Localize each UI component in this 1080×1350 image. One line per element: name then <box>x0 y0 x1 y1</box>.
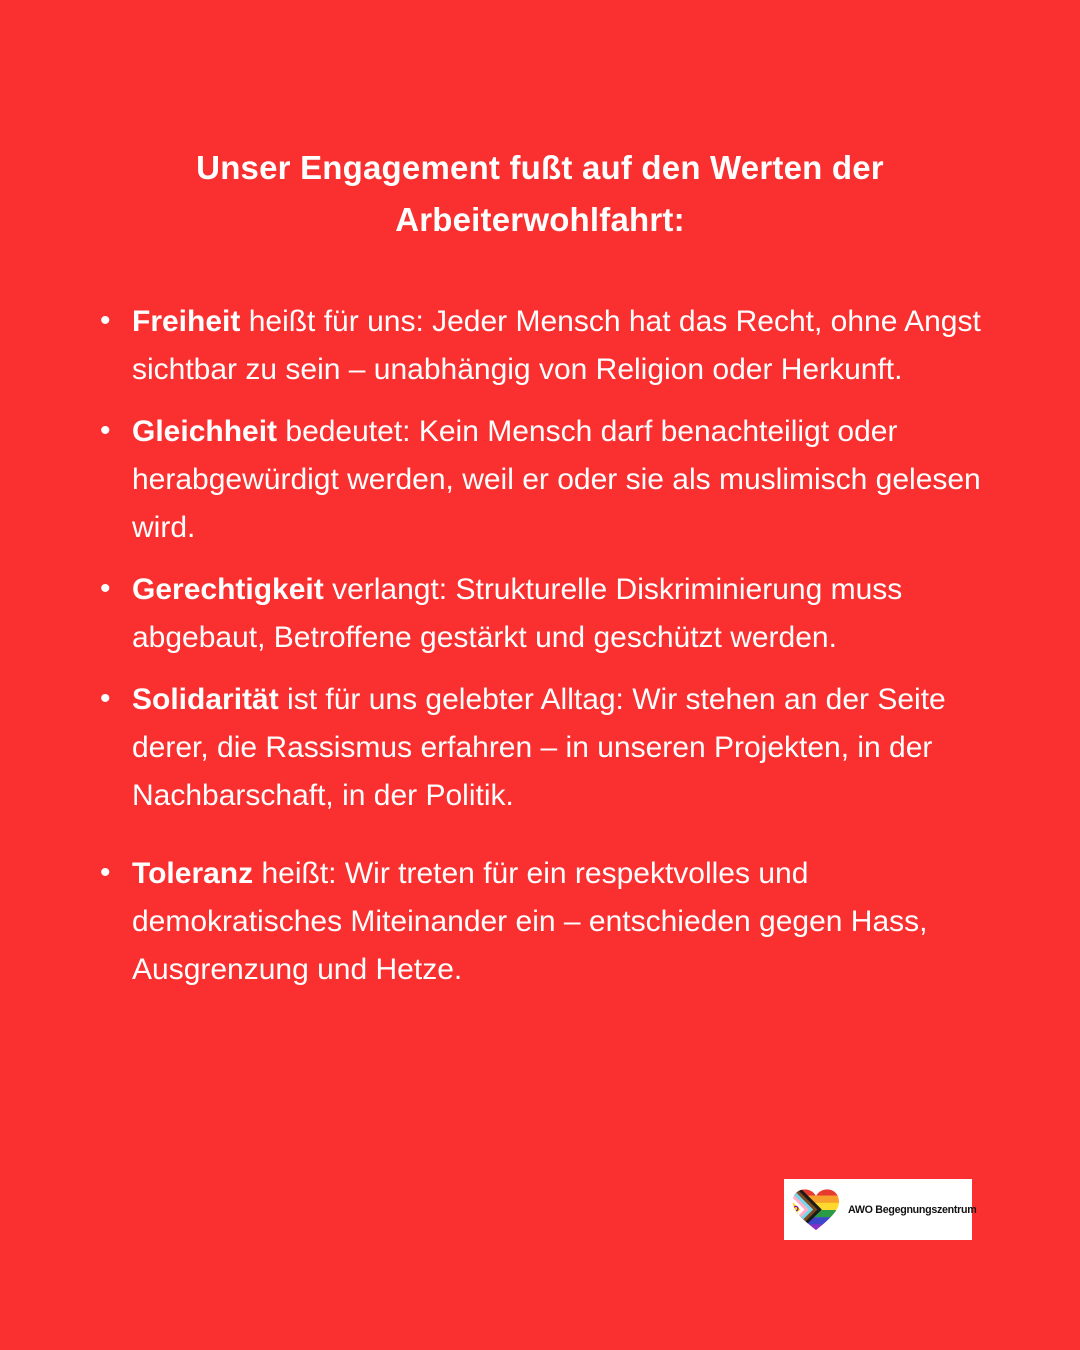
list-item-toleranz <box>100 850 992 994</box>
value-text: heißt: Wir treten für ein respektvolles und demokratisches Miteinander ein – entschieden gegen Hass, Ausgrenzung und Hetze. <box>132 857 928 986</box>
list-item-solidaritaet <box>100 676 992 820</box>
bullet-icon: • <box>100 572 111 605</box>
progress-pride-heart-icon <box>792 1188 840 1232</box>
list-item-gleichheit <box>100 408 992 552</box>
list-item-gerechtigkeit <box>100 566 992 662</box>
stripe-purple <box>792 1224 840 1231</box>
value-term: Toleranz <box>132 857 254 890</box>
list-item-freiheit <box>100 298 992 394</box>
logo-label: AWO Begegnungszentrum <box>848 1203 977 1216</box>
stripe-blue <box>792 1217 840 1224</box>
value-term: Gleichheit <box>132 415 278 448</box>
bullet-icon: • <box>100 304 111 337</box>
value-text: ist für uns gelebter Alltag: Wir stehen an der Seite derer, die Rassismus erfahren – in unseren Projekten, in der Nachbarschaft, in der Politik. <box>132 683 946 812</box>
value-text: heißt für uns: Jeder Mensch hat das Recht, ohne Angst sichtbar zu sein – unabhängig von Religion oder Herkunft. <box>132 305 981 386</box>
page-title: Unser Engagement fußt auf den Werten der Arbeiterwohlfahrt: <box>196 149 884 238</box>
awo-logo-badge <box>784 1179 977 1240</box>
bullet-icon: • <box>100 856 111 889</box>
value-text: bedeutet: Kein Mensch darf benachteiligt oder herabgewürdigt werden, weil er oder sie als muslimisch gelesen wird. <box>132 415 981 544</box>
bullet-icon: • <box>100 682 111 715</box>
value-text: verlangt: Strukturelle Diskriminierung muss abgebaut, Betroffene gestärkt und geschützt werden. <box>132 573 903 654</box>
value-term: Solidarität <box>132 683 279 716</box>
value-term: Freiheit <box>132 305 241 338</box>
value-term: Gerechtigkeit <box>132 573 324 606</box>
values-list <box>100 298 992 994</box>
bullet-icon: • <box>100 414 111 447</box>
